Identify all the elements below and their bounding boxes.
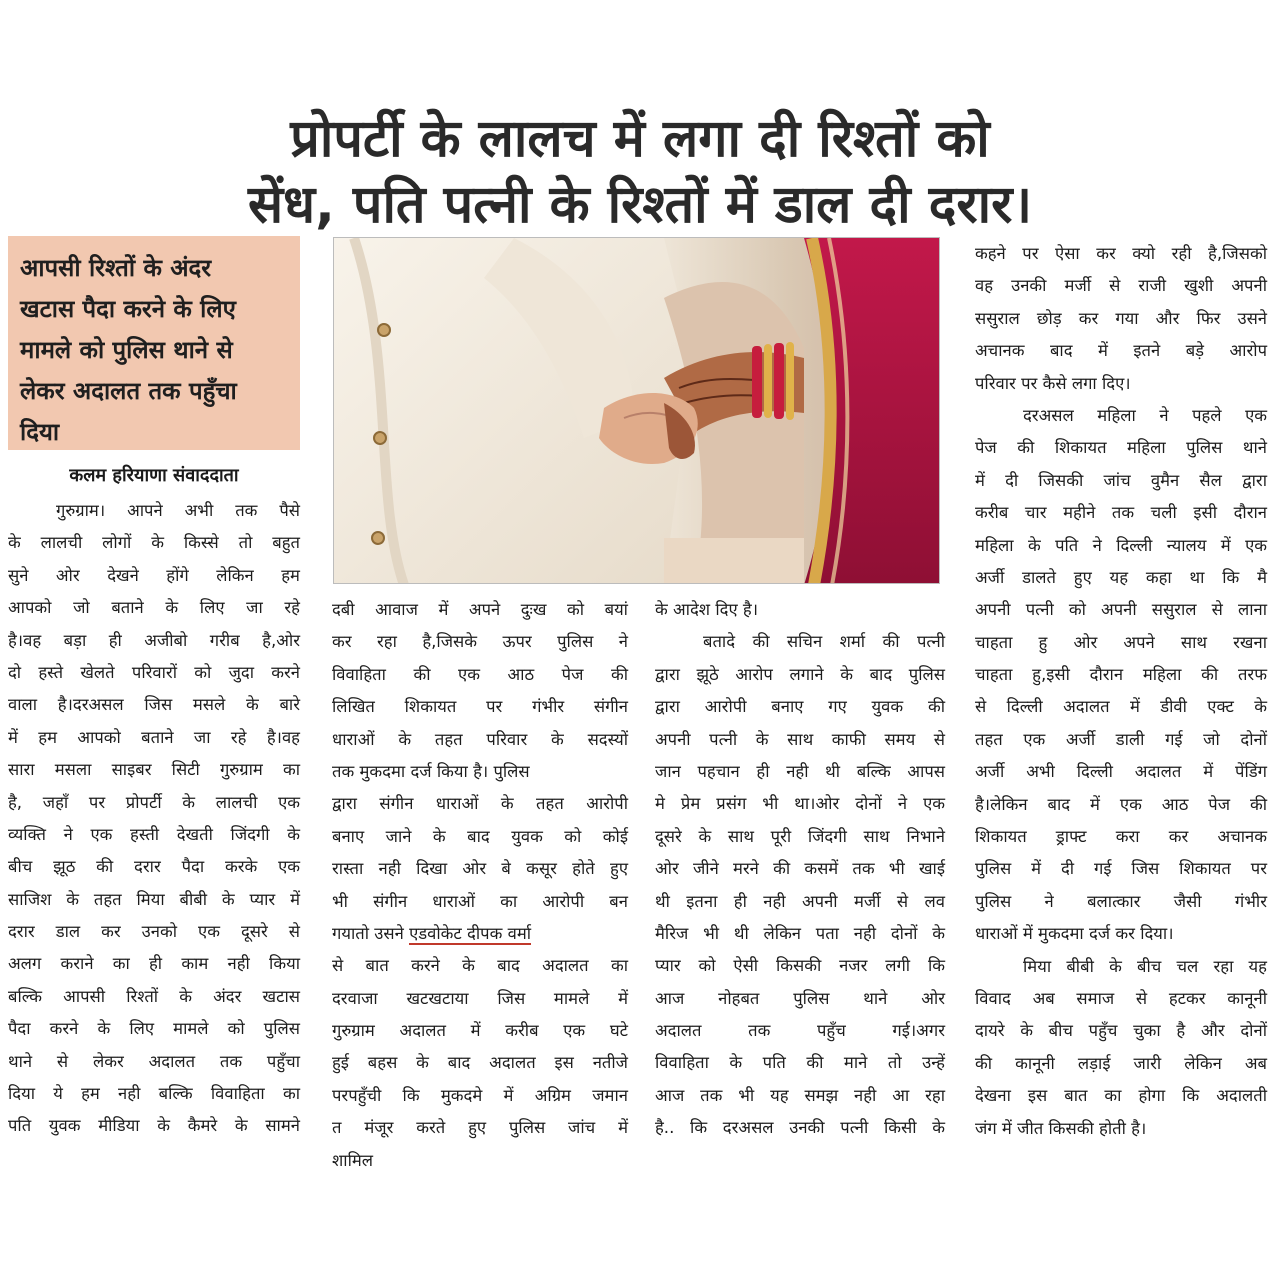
headline-line-2: सेंध, पति पत्नी के रिश्तों में डाल दी दरार।	[247, 175, 1033, 235]
text-line: त मंजूर करते हुए पुलिस जांच में	[332, 1118, 628, 1138]
text-line: शिकायत ड्राफ्ट करा कर अचानक	[975, 827, 1267, 847]
highlight-line: खटास पैदा करने के लिए	[20, 295, 236, 323]
text-line: द्वारा आरोपी बनाए गए युवक की	[655, 697, 945, 717]
text-line: करीब चार महीने तक चली इसी दौरान	[975, 503, 1267, 523]
text-line: गुरुग्राम। आपने अभी तक पैसे	[56, 501, 300, 520]
text-line: धाराओं में मुकदमा दर्ज कर दिया।	[975, 924, 1174, 944]
text-line: रास्ता नही दिखा ओर बे कसूर होते हुए	[332, 859, 628, 879]
text-line: मिया बीबी के बीच चल रहा यह	[1023, 956, 1267, 976]
text-line: द्वारा संगीन धाराओं के तहत आरोपी	[332, 794, 628, 814]
text-line: थाने से लेकर अदालत तक पहुँचा	[8, 1051, 300, 1071]
text-line: दो हस्ते खेलते परिवारों को जुदा करने	[8, 662, 300, 682]
text-line: हुई बहस के बाद अदालत इस नतीजे	[332, 1053, 628, 1073]
text-line: व्यक्ति ने एक हस्ती देखती जिंदगी के	[8, 824, 300, 844]
text-line: तहत एक अर्जी डाली गई जो दोनों	[975, 729, 1267, 749]
highlight-line: लेकर अदालत तक पहुँचा	[20, 377, 237, 405]
text-line: अपनी पत्नी को अपनी ससुराल से लाना	[975, 600, 1267, 620]
text-line: ओर जीने मरने की कसमें तक भी खाई	[655, 859, 945, 879]
text-line: प्यार को ऐसी किसकी नजर लगी कि	[655, 956, 945, 976]
text-line: ससुराल छोड़ कर गया और फिर उसने	[975, 308, 1267, 328]
text-line: बनाए जाने के बाद युवक को कोई	[332, 826, 628, 846]
highlight-line: दिया	[20, 418, 60, 446]
byline: कलम हरियाणा संवाददाता	[69, 465, 239, 486]
text-line: विवाहिता के पति की माने तो उन्हें	[655, 1053, 945, 1073]
text-line: से दिल्ली अदालत में डीवी एक्ट के	[975, 697, 1267, 717]
text-line: अलग कराने का ही काम नही किया	[8, 954, 300, 974]
text-line: वाला है।दरअसल जिस मसले के बारे	[8, 695, 300, 715]
text-line: लिखित शिकायत पर गंभीर संगीन	[332, 697, 628, 717]
text-line: चाहता हु,इसी दौरान महिला की तरफ	[975, 665, 1267, 685]
text-line: गुरुग्राम अदालत में करीब एक घटे	[332, 1021, 628, 1041]
text-line: पुलिस ने बलात्कार जैसी गंभीर	[975, 891, 1267, 911]
text-line: परिवार पर कैसे लगा दिए।	[975, 373, 1131, 393]
text-line: कहने पर ऐसा कर क्यो रही है,जिसको	[975, 244, 1267, 263]
highlight-line: मामले को पुलिस थाने से	[20, 336, 233, 364]
text-line: साजिश के तहत मिया बीबी के प्यार में	[8, 889, 300, 909]
text-line: अर्जी डालते हुए यह कहा था कि मै	[975, 567, 1267, 587]
text-line: बीच झूठ की दरार पैदा करके एक	[8, 857, 300, 877]
text-line: वह उनकी मर्जी से राजी खुशी अपनी	[975, 276, 1267, 296]
text-line: थी इतना ही नही अपनी मर्जी से लव	[655, 891, 945, 911]
text-line: सारा मसला साइबर सिटी गुरुग्राम का	[8, 760, 300, 780]
text-line: बल्कि आपसी रिश्तों के अंदर खटास	[8, 986, 300, 1006]
text-line: आज नोहबत पुलिस थाने ओर	[655, 988, 945, 1008]
advocate-name: एडवोकेट दीपक वर्मा	[409, 923, 532, 943]
text-line: चाहता हु ओर अपने साथ रखना	[975, 632, 1267, 652]
text-line: सुने ओर देखने होंगे लेकिन हम	[8, 565, 300, 585]
text-line-prefix: गयातो उसने	[332, 923, 410, 943]
text-line: अर्जी अभी दिल्ली अदालत में पेंडिंग	[975, 762, 1267, 782]
text-line: दिया ये हम नही बल्कि विवाहिता का	[8, 1084, 300, 1104]
text-line: अचानक बाद में इतने बड़े आरोप	[975, 341, 1267, 361]
wedding-hands-photo	[333, 237, 940, 584]
text-line: पेज की शिकायत महिला पुलिस थाने	[975, 438, 1267, 458]
text-line: धाराओं के तहत परिवार के सदस्यों	[332, 729, 628, 749]
text-line: पति युवक मीडिया के कैमरे के सामने	[8, 1116, 300, 1136]
text-line: के लालची लोगों के किस्से तो बहुत	[8, 533, 300, 553]
text-line: तक मुकदमा दर्ज किया है। पुलिस	[332, 761, 530, 781]
text-line: भी संगीन धाराओं का आरोपी बन	[332, 891, 628, 911]
text-line: दरवाजा खटखटाया जिस मामले में	[332, 988, 628, 1008]
text-line: अदालत तक पहुँच गई।अगर	[655, 1021, 945, 1041]
text-line: दूसरे के साथ पूरी जिंदगी साथ निभाने	[655, 826, 945, 846]
text-line: है.. कि दरअसल उनकी पत्नी किसी के	[655, 1118, 945, 1138]
article-column-1	[8, 495, 300, 1143]
headline-line-1: प्रोपर्टी के लालच में लगा दी रिश्तों को	[290, 109, 990, 169]
text-line: कर रहा है,जिसके ऊपर पुलिस ने	[332, 632, 628, 652]
article-column-4	[975, 238, 1267, 1145]
text-line: विवाहिता की एक आठ पेज की	[332, 664, 628, 684]
text-line: आपको जो बताने के लिए जा रहे	[8, 598, 300, 618]
headline	[14, 106, 1266, 238]
text-line: से बात करने के बाद अदालत का	[332, 956, 628, 976]
text-line: द्वारा झूठे आरोप लगाने के बाद पुलिस	[655, 664, 945, 684]
highlight-line: आपसी रिश्तों के अंदर	[20, 254, 212, 282]
text-line: दबी आवाज में अपने दुःख को बयां	[332, 600, 628, 619]
text-line: दायरे के बीच पहुँच चुका है और दोनों	[975, 1021, 1267, 1041]
text-line: है।लेकिन बाद में एक आठ पेज की	[975, 794, 1267, 814]
text-line: पुलिस में दी गई जिस शिकायत पर	[975, 859, 1267, 879]
highlight-text	[20, 248, 290, 453]
text-line: मे प्रेम प्रसंग भी था।ओर दोनों ने एक	[655, 794, 945, 814]
text-line: पैदा करने के लिए मामले को पुलिस	[8, 1019, 300, 1039]
text-line: शामिल	[332, 1150, 374, 1170]
article-column-2	[332, 594, 628, 1177]
text-line: के आदेश दिए है।	[655, 600, 759, 619]
text-line: आज तक भी यह समझ नही आ रहा	[655, 1085, 945, 1105]
text-line: दरार डाल कर उनको एक दूसरे से	[8, 922, 300, 942]
text-line: में दी जिसकी जांच वुमैन सैल द्वारा	[975, 470, 1267, 490]
text-line: बतादे की सचिन शर्मा की पत्नी	[703, 632, 945, 652]
text-line: परपहुँची कि मुकदमे में अग्रिम जमान	[332, 1085, 628, 1105]
text-line: अपनी पत्नी के साथ काफी समय से	[655, 729, 945, 749]
text-line: विवाद अब समाज से हटकर कानूनी	[975, 988, 1267, 1008]
text-line: मैरिज भी थी लेकिन पता नही दोनों के	[655, 923, 945, 943]
text-line: में हम आपको बताने जा रहे है।वह	[8, 727, 300, 747]
text-line-with-name	[332, 918, 628, 950]
text-line: है, जहाँ पर प्रोपर्टी के लालची एक	[8, 792, 300, 812]
text-line: जान पहचान ही नही थी बल्कि आपस	[655, 761, 945, 781]
text-line: महिला के पति ने दिल्ली न्यालय में एक	[975, 535, 1267, 555]
text-line: देखना इस बात का होगा कि अदालती	[975, 1086, 1267, 1106]
text-line: दरअसल महिला ने पहले एक	[1023, 405, 1267, 425]
article-column-3	[655, 594, 945, 1145]
text-line: की कानूनी लड़ाई जारी लेकिन अब	[975, 1053, 1267, 1073]
highlight-box	[8, 236, 300, 450]
text-line: जंग में जीत किसकी होती है।	[975, 1118, 1147, 1138]
text-line: है।वह बड़ा ही अजीबो गरीब है,ओर	[8, 630, 300, 650]
